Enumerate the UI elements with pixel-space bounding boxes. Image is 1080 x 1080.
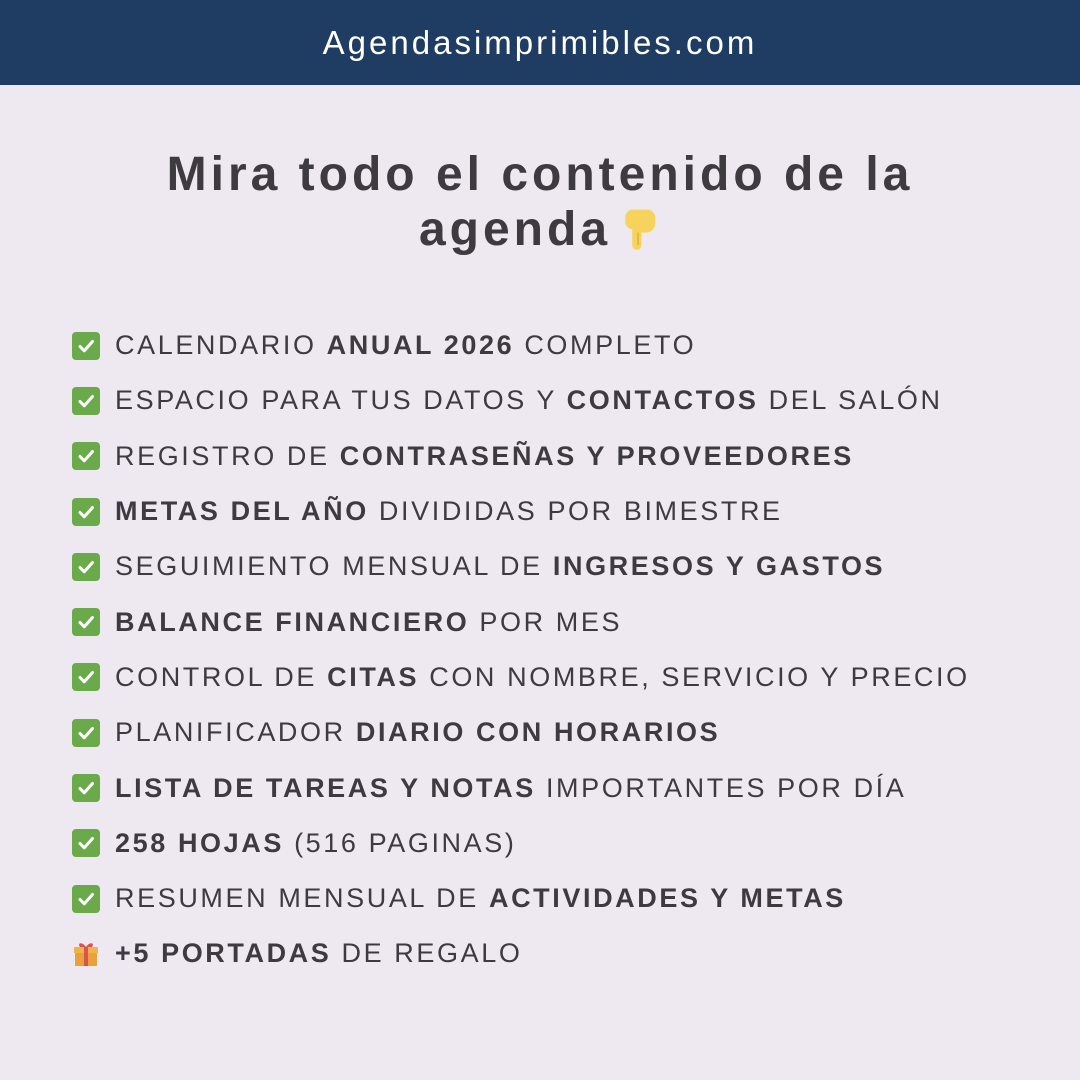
feature-text: RESUMEN MENSUAL DE bbox=[115, 883, 489, 914]
feature-item bbox=[72, 705, 1072, 760]
title-line-2: agenda bbox=[418, 203, 612, 256]
feature-text-bold: 258 HOJAS bbox=[115, 827, 284, 858]
feature-text: DEL SALÓN bbox=[758, 385, 943, 416]
feature-text-bold: CONTRASEÑAS Y PROVEEDORES bbox=[339, 440, 854, 471]
check-icon bbox=[72, 663, 100, 691]
feature-text: ESPACIO PARA TUS DATOS Y bbox=[115, 385, 567, 416]
site-header bbox=[0, 0, 1080, 85]
feature-text: (516 PAGINAS) bbox=[283, 827, 517, 858]
feature-item bbox=[72, 926, 1072, 981]
feature-item bbox=[72, 318, 1072, 373]
check-icon bbox=[72, 774, 100, 802]
feature-item bbox=[72, 539, 1072, 594]
feature-item bbox=[72, 429, 1072, 484]
feature-text: POR MES bbox=[469, 606, 623, 637]
feature-item bbox=[72, 484, 1072, 539]
feature-text: DE REGALO bbox=[331, 938, 523, 969]
title-line-2-wrap bbox=[0, 202, 1080, 263]
check-icon bbox=[72, 608, 100, 636]
site-name: Agendasimprimibles.com bbox=[322, 23, 758, 61]
feature-text-bold: CITAS bbox=[327, 661, 420, 692]
title-line-1: Mira todo el contenido de la bbox=[166, 148, 914, 201]
check-icon bbox=[72, 498, 100, 526]
feature-item bbox=[72, 373, 1072, 428]
feature-text-bold: ANUAL 2026 bbox=[326, 330, 515, 361]
feature-text: CONTROL DE bbox=[115, 661, 328, 692]
feature-text: SEGUIMIENTO MENSUAL DE bbox=[115, 551, 553, 582]
feature-item bbox=[72, 760, 1072, 815]
feature-item bbox=[72, 594, 1072, 649]
feature-item bbox=[72, 871, 1072, 926]
feature-text: DIVIDIDAS POR BIMESTRE bbox=[368, 496, 783, 527]
feature-text-bold: +5 PORTADAS bbox=[115, 938, 332, 969]
feature-item bbox=[72, 650, 1072, 705]
feature-text-bold: CONTACTOS bbox=[566, 385, 759, 416]
check-icon bbox=[72, 332, 100, 360]
check-icon bbox=[72, 829, 100, 857]
feature-text-bold: DIARIO CON HORARIOS bbox=[355, 717, 721, 748]
gift-icon bbox=[72, 940, 100, 968]
check-icon bbox=[72, 719, 100, 747]
feature-text-bold: BALANCE FINANCIERO bbox=[115, 606, 470, 637]
check-icon bbox=[72, 885, 100, 913]
feature-list bbox=[72, 318, 1072, 982]
feature-text: CALENDARIO bbox=[115, 330, 327, 361]
check-icon bbox=[72, 553, 100, 581]
feature-text-bold: LISTA DE TAREAS Y NOTAS bbox=[115, 772, 536, 803]
feature-text: REGISTRO DE bbox=[115, 440, 340, 471]
feature-text-bold: METAS DEL AÑO bbox=[115, 496, 369, 527]
feature-text: CON NOMBRE, SERVICIO Y PRECIO bbox=[419, 661, 970, 692]
feature-item bbox=[72, 816, 1072, 871]
feature-text-bold: INGRESOS Y GASTOS bbox=[552, 551, 886, 582]
feature-text: IMPORTANTES POR DÍA bbox=[535, 772, 907, 803]
feature-text: PLANIFICADOR bbox=[115, 717, 356, 748]
check-icon bbox=[72, 387, 100, 415]
page-title bbox=[0, 147, 1080, 263]
check-icon bbox=[72, 442, 100, 470]
feature-text: COMPLETO bbox=[514, 330, 697, 361]
pointing-down-icon bbox=[615, 205, 661, 263]
feature-text-bold: ACTIVIDADES Y METAS bbox=[488, 883, 846, 914]
